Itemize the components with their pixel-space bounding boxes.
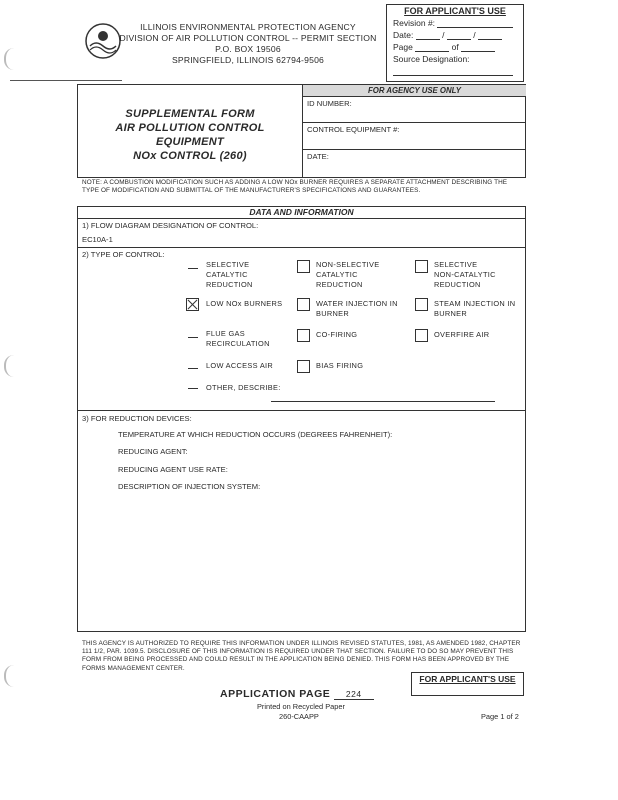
steam-injection-label (434, 299, 515, 319)
type-of-control-row (78, 248, 525, 411)
agency-line: ILLINOIS ENVIRONMENTAL PROTECTION AGENCY (140, 22, 356, 32)
option-text: OVERFIRE AIR (434, 330, 490, 339)
revision-field[interactable] (437, 18, 513, 28)
option-text: BURNER (316, 309, 350, 318)
option-text: WATER INJECTION IN (316, 299, 398, 308)
selective-catalytic-label (206, 260, 253, 290)
selective-non-catalytic-label (434, 260, 496, 290)
data-information-box (77, 206, 526, 632)
option-text: STEAM INJECTION IN (434, 299, 516, 308)
margin-mark (4, 355, 16, 377)
form-title-line: EQUIPMENT (155, 136, 225, 148)
date-month-field[interactable] (416, 30, 440, 40)
option-text: RECIRCULATION (206, 339, 270, 348)
overfire-air-label (434, 330, 489, 340)
option-blank[interactable] (188, 268, 198, 269)
non-selective-checkbox[interactable] (297, 260, 310, 273)
non-selective-catalytic-label (316, 260, 379, 290)
form-title (78, 85, 302, 177)
id-number-label: ID NUMBER: (307, 99, 352, 108)
bias-firing-label (316, 361, 363, 371)
option-text: LOW NOx BURNERS (206, 299, 283, 308)
source-field[interactable] (393, 66, 513, 76)
page-field[interactable] (415, 42, 449, 52)
source-label: Source Designation: (393, 54, 470, 64)
option-blank[interactable] (188, 368, 198, 369)
margin-mark (4, 48, 16, 70)
page-label: Page (393, 42, 413, 52)
footer-applicant-title: FOR APPLICANT'S USE (419, 674, 516, 684)
option-text: CATALYTIC (206, 270, 248, 279)
applicant-box-title: FOR APPLICANT'S USE (404, 6, 506, 16)
control-equipment-label: CONTROL EQUIPMENT #: (307, 125, 400, 134)
title-box (77, 84, 526, 178)
other-describe-field[interactable] (271, 401, 495, 402)
flue-gas-label (206, 329, 270, 349)
form-title-line: SUPPLEMENTAL FORM (125, 108, 255, 120)
agency-line: SPRINGFIELD, ILLINOIS 62794-9506 (171, 55, 325, 65)
option-text: SELECTIVE (434, 260, 478, 269)
q2-label: 2) TYPE OF CONTROL: (82, 250, 165, 259)
date-year-field[interactable] (478, 30, 502, 40)
option-text: SELECTIVE (206, 260, 250, 269)
option-text: OTHER, DESCRIBE: (206, 383, 281, 392)
temperature-label: TEMPERATURE AT WHICH REDUCTION OCCURS (DEGREES FAHRENHEIT): (118, 430, 393, 439)
id-number-field[interactable] (303, 97, 526, 123)
note-text: NOTE: A COMBUSTION MODIFICATION SUCH AS ADDING A LOW NOx BURNER REQUIRES A SEPARATE ATTACHMENT DESCRIBING THE TYPE OF MODIFICATION AND SUBMITTAL OF THE MANUFACTURER'S SPECIFICATIONS AND GUARANTEES. (82, 179, 508, 194)
option-text: LOW ACCESS AIR (206, 361, 274, 370)
date-day-field[interactable] (447, 30, 471, 40)
reducing-agent-label: REDUCING AGENT: (118, 447, 188, 456)
reducing-agent-rate-label: REDUCING AGENT USE RATE: (118, 465, 228, 474)
form-code: 260-CAAPP (279, 712, 319, 721)
bias-firing-checkbox[interactable] (297, 360, 310, 373)
co-firing-checkbox[interactable] (297, 329, 310, 342)
low-nox-label (206, 299, 282, 309)
q3-label: 3) FOR REDUCTION DEVICES: (82, 414, 192, 423)
option-blank[interactable] (188, 388, 198, 389)
option-text: CO-FIRING (316, 330, 358, 339)
page-total-field[interactable] (461, 42, 495, 52)
divider (10, 80, 122, 81)
margin-mark (4, 665, 16, 687)
footer-applicant-box (411, 672, 524, 696)
data-section-title: DATA AND INFORMATION (78, 207, 525, 219)
option-text: FLUE GAS (206, 329, 245, 338)
option-text: REDUCTION (434, 280, 481, 289)
agency-line: P.O. BOX 19506 (215, 44, 281, 54)
printed-note: Printed on Recycled Paper (257, 702, 345, 711)
water-injection-checkbox[interactable] (297, 298, 310, 311)
agency-line: DIVISION OF AIR POLLUTION CONTROL -- PERMIT SECTION (119, 33, 377, 43)
flow-diagram-row (78, 219, 525, 248)
control-equipment-field[interactable] (303, 123, 526, 150)
applicant-use-box (386, 4, 524, 82)
option-text: NON-CATALYTIC (434, 270, 496, 279)
date-label: DATE: (307, 152, 329, 161)
q1-label: 1) FLOW DIAGRAM DESIGNATION OF CONTROL: (82, 221, 259, 230)
option-text: REDUCTION (206, 280, 253, 289)
option-text: REDUCTION (316, 280, 363, 289)
legal-notice: THIS AGENCY IS AUTHORIZED TO REQUIRE THIS INFORMATION UNDER ILLINOIS REVISED STATUTES, 1981, AS AMENDED 1982, CHAPTER 111 1/2, PAR. 1039.5. DISCLOSURE OF THIS INFORMATION IS REQUIRED UNDER THAT SECTION. FAILURE TO DO SO MAY PREVENT THIS FORM FROM BEING PROCESSED AND COULD RESULT IN THE APPLICATION BEING DENIED. THIS FORM HAS BEEN APPROVED BY THE FORMS MANAGEMENT CENTER. (82, 640, 521, 672)
page-count: Page 1 of 2 (481, 712, 519, 721)
date-label: Date: (393, 30, 414, 40)
form-title-line: AIR POLLUTION CONTROL (115, 122, 265, 134)
option-text: NON-SELECTIVE (316, 260, 380, 269)
water-injection-label (316, 299, 398, 319)
date-field[interactable] (303, 150, 526, 161)
overfire-air-checkbox[interactable] (415, 329, 428, 342)
other-label (206, 383, 281, 393)
agency-use-header: FOR AGENCY USE ONLY (303, 85, 526, 97)
revision-label: Revision #: (393, 18, 436, 28)
of-label: of (451, 42, 459, 52)
date-separator: / (473, 30, 476, 40)
application-page-label: APPLICATION PAGE (220, 688, 331, 700)
option-blank[interactable] (188, 337, 198, 338)
option-text: CATALYTIC (316, 270, 358, 279)
application-page-number: 224 (334, 689, 374, 700)
selective-non-catalytic-checkbox[interactable] (415, 260, 428, 273)
option-text: BURNER (434, 309, 468, 318)
option-text: BIAS FIRING (316, 361, 364, 370)
agency-header (108, 22, 388, 66)
date-separator: / (442, 30, 445, 40)
application-page (220, 688, 374, 700)
co-firing-label (316, 330, 357, 340)
q1-answer[interactable]: EC10A-1 (82, 235, 113, 244)
injection-system-label: DESCRIPTION OF INJECTION SYSTEM: (118, 482, 261, 491)
low-nox-checkbox[interactable] (186, 298, 199, 311)
form-title-line: NOx CONTROL (260) (133, 150, 247, 162)
low-access-air-label (206, 361, 273, 371)
steam-injection-checkbox[interactable] (415, 298, 428, 311)
agency-use-panel (302, 85, 526, 177)
